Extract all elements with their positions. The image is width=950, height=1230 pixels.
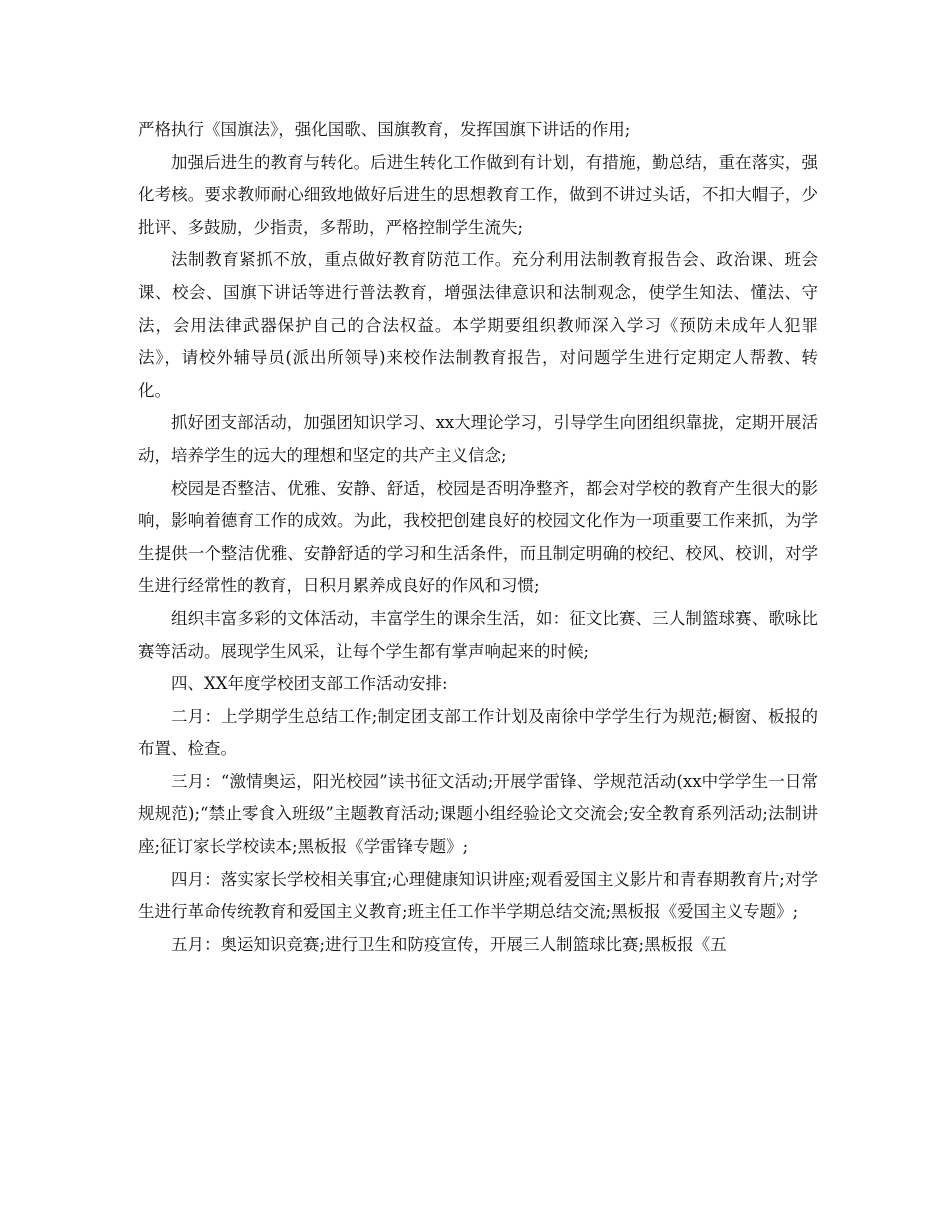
document-body <box>138 114 818 961</box>
paragraph-flag-law: 严格执行《国旗法》，强化国歌、国旗教育，发挥国旗下讲话的作用; <box>138 120 631 139</box>
paragraph-underachievers: 加强后进生的教育与转化。后进生转化工作做到有计划，有措施，勤总结，重在落实，强化考核。要求教师耐心细致地做好后进生的思想教育工作，做到不讲过头话，不扣大帽子，少批评、多鼓励，少指责，多帮助，严格控制学生流失; <box>138 152 818 237</box>
paragraph-activities: 组织丰富多彩的文体活动，丰富学生的课余生活，如：征文比赛、三人制篮球赛、歌咏比赛等活动。展现学生风采，让每个学生都有掌声响起来的时候; <box>138 608 818 661</box>
paragraph-february: 二月：上学期学生总结工作;制定团支部工作计划及南徐中学学生行为规范;橱窗、板报的布置、检查。 <box>138 706 818 759</box>
paragraph-legal-education: 法制教育紧抓不放，重点做好教育防范工作。充分利用法制教育报告会、政治课、班会课、校会、国旗下讲话等进行普法教育，增强法律意识和法制观念，使学生知法、懂法、守法，会用法律武器保护自己的合法权益。本学期要组织教师深入学习《预防未成年人犯罪法》，请校外辅导员(派出所领导)来校作法制教育报告，对问题学生进行定期定人帮教、转化。 <box>138 250 818 400</box>
paragraph-league-branch: 抓好团支部活动，加强团知识学习、xx大理论学习，引导学生向团组织靠拢，定期开展活动，培养学生的远大的理想和坚定的共产主义信念; <box>138 413 818 465</box>
paragraph-campus-culture: 校园是否整洁、优雅、安静、舒适，校园是否明净整齐，都会对学校的教育产生很大的影响，影响着德育工作的成效。为此，我校把创建良好的校园文化作为一项重要工作来抓，为学生提供一个整洁优雅、安静舒适的学习和生活条件，而且制定明确的校纪、校风、校训，对学生进行经常性的教育，日积月累养成良好的作风和习惯; <box>138 478 818 596</box>
paragraph-april: 四月：落实家长学校相关事宜;心理健康知识讲座;观看爱国主义影片和青春期教育片;对学生进行革命传统教育和爱国主义教育;班主任工作半学期总结交流;黑板报《爱国主义专题》; <box>138 869 818 922</box>
paragraph-march: 三月：“激情奥运，阳光校园”读书征文活动;开展学雷锋、学规范活动(xx中学学生一日常规规范);“禁止零食入班级”主题教育活动;课题小组经验论文交流会;安全教育系列活动;法制讲座;征订家长学校读本;黑板报《学雷锋专题》; <box>138 771 818 857</box>
section-heading-schedule: 四、XX年度学校团支部工作活动安排: <box>171 674 448 694</box>
paragraph-may: 五月：奥运知识竞赛;进行卫生和防疫宣传，开展三人制篮球比赛;黑板报《五 <box>171 934 727 954</box>
